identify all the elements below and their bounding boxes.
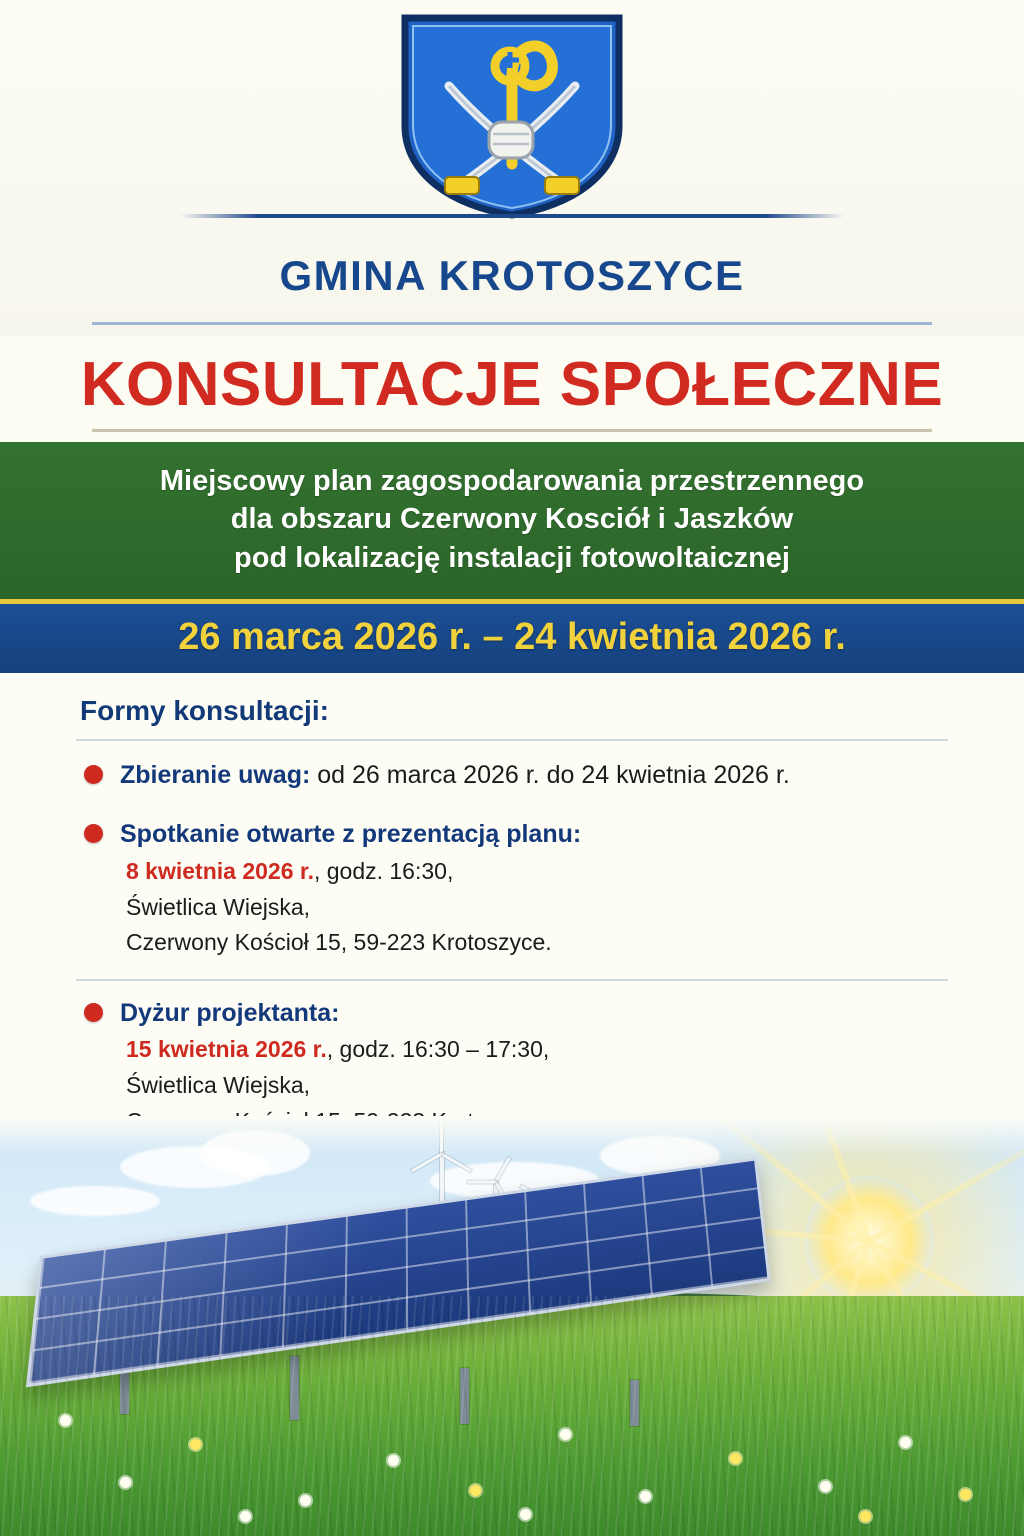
flower-icon [120, 1477, 131, 1488]
spacer [76, 802, 948, 816]
flower-icon [730, 1453, 741, 1464]
bullet-icon [84, 824, 103, 843]
flower-icon [560, 1429, 571, 1440]
item-datetime [126, 854, 948, 890]
flower-icon [820, 1481, 831, 1492]
bullet-icon [84, 1003, 103, 1022]
item-datetime [126, 1032, 948, 1068]
flower-icon [520, 1509, 531, 1520]
plan-subject-band [0, 442, 1024, 604]
title-divider [92, 429, 932, 432]
coat-of-arms-icon [397, 14, 627, 219]
item-label: Zbieranie uwag: [120, 760, 311, 789]
item-label-row [120, 757, 948, 795]
item-venue: Świetlica Wiejska, [126, 1071, 311, 1098]
item-label-row [120, 816, 948, 854]
title-band [0, 336, 1024, 442]
flower-icon [240, 1511, 251, 1522]
plan-line-1: Miejscowy plan zagospodarowania przestrzennego [159, 465, 865, 498]
consultation-period-band [0, 604, 1024, 673]
item-label-suffix: od 26 marca 2026 r. do 24 kwietnia 2026 r. [317, 760, 790, 789]
item-address: Czerwony Kościoł 15, 59-223 Krotoszyce. [126, 929, 552, 956]
item-time: , godz. 16:30 – 17:30, [326, 1036, 550, 1063]
bullet-icon [84, 765, 103, 784]
forms-divider-1 [76, 739, 948, 741]
header-divider-top [180, 214, 844, 218]
flower-icon [860, 1511, 871, 1522]
header-divider-bottom [92, 322, 932, 325]
poster-header [0, 0, 1024, 336]
list-item [76, 816, 948, 960]
consultation-period: 26 marca 2026 r. – 24 kwietnia 2026 r. [178, 615, 846, 658]
item-label: Dyżur projektanta: [120, 998, 340, 1027]
item-time: , godz. 16:30, [313, 857, 454, 884]
flower-icon [900, 1437, 911, 1448]
flower-icon [190, 1439, 201, 1450]
page-title: KONSULTACJE SPOŁECZNE [80, 350, 944, 419]
item-label-row [120, 995, 948, 1033]
forms-section [0, 673, 1024, 1139]
flower-icon [470, 1485, 481, 1496]
illustration [0, 1116, 1024, 1536]
flower-icon [300, 1495, 311, 1506]
flower-icon [388, 1455, 399, 1466]
item-venue: Świetlica Wiejska, [126, 893, 311, 920]
forms-heading: Formy konsultacji: [80, 694, 329, 726]
item-date: 15 kwietnia 2026 r. [126, 1036, 327, 1063]
forms-divider-2 [76, 979, 948, 981]
municipality-name: GMINA KROTOSZYCE [279, 252, 745, 299]
item-date: 8 kwietnia 2026 r. [126, 857, 314, 884]
illustration-fade [0, 1116, 1024, 1156]
cloud-icon [30, 1186, 160, 1216]
plan-line-3: pod lokalizację instalacji fotowoltaicznej [234, 541, 790, 574]
grass-texture [0, 1296, 1024, 1536]
flower-icon [640, 1491, 651, 1502]
plan-line-2: dla obszaru Czerwony Kosciół i Jaszków [230, 503, 794, 536]
item-label: Spotkanie otwarte z prezentacją planu: [120, 820, 582, 849]
crest-container [0, 0, 1024, 224]
flower-icon [960, 1489, 971, 1500]
flower-icon [60, 1415, 71, 1426]
list-item [76, 757, 948, 795]
